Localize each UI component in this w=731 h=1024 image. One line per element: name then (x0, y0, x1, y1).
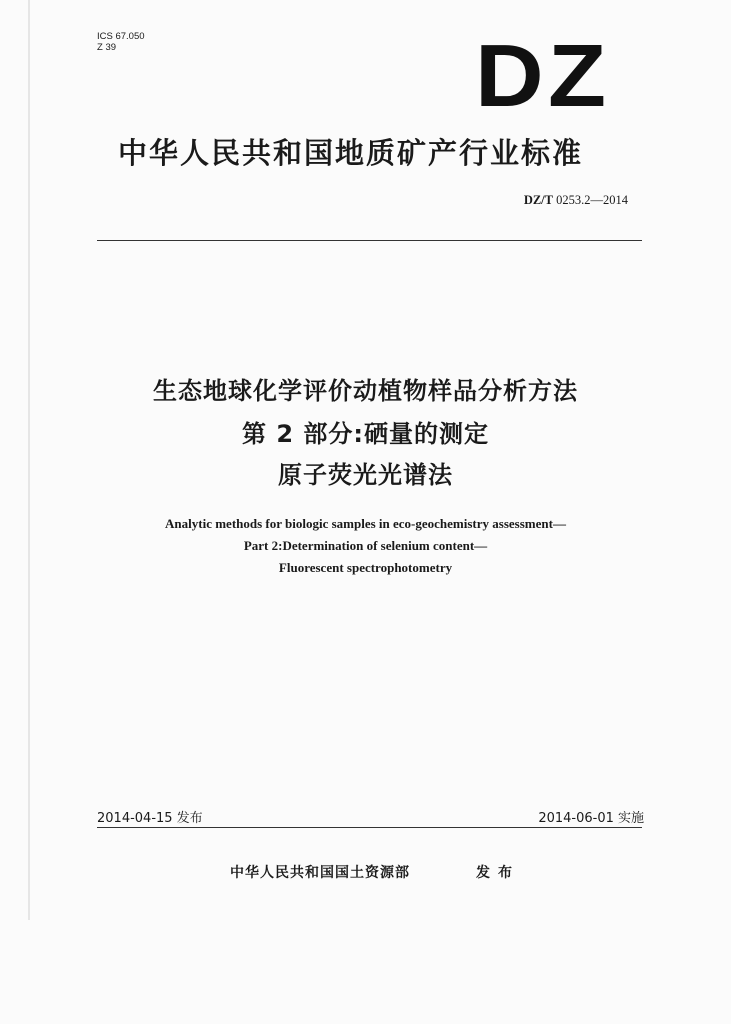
header-divider (97, 240, 642, 241)
issue-date: 2014-04-15 发布 (97, 811, 203, 826)
publisher-name: 中华人民共和国国土资源部 (230, 865, 410, 881)
standard-number (524, 193, 628, 208)
org-title-text: 中华人民共和国地质矿产行业标准 (117, 136, 583, 170)
ics-code: ICS 67.050 (97, 31, 145, 42)
standard-number-value: 0253.2—2014 (556, 193, 628, 207)
standard-prefix: DZ/T (523, 193, 553, 207)
dz-logo: DZ (475, 26, 611, 125)
title-en-line3: Fluorescent spectrophotometry (278, 560, 453, 575)
implement-date: 2014-06-01 实施 (538, 811, 644, 826)
title-en-line1: Analytic methods for biologic samples in eco-geochemistry assessment— (165, 516, 566, 531)
title-cn-line3: 原子荧光光谱法 (278, 461, 453, 489)
org-title (0, 131, 731, 172)
title-en-line2: Part 2:Determination of selenium content— (243, 538, 488, 553)
title-cn-line1: 生态地球化学评价动植物样品分析方法 (153, 377, 578, 405)
classification-codes (97, 31, 145, 53)
footer-divider (97, 827, 642, 828)
publish-label: 发布 (476, 865, 520, 881)
ccs-code: Z 39 (97, 42, 117, 53)
title-cn-line2: 第 2 部分:硒量的测定 (241, 420, 489, 448)
